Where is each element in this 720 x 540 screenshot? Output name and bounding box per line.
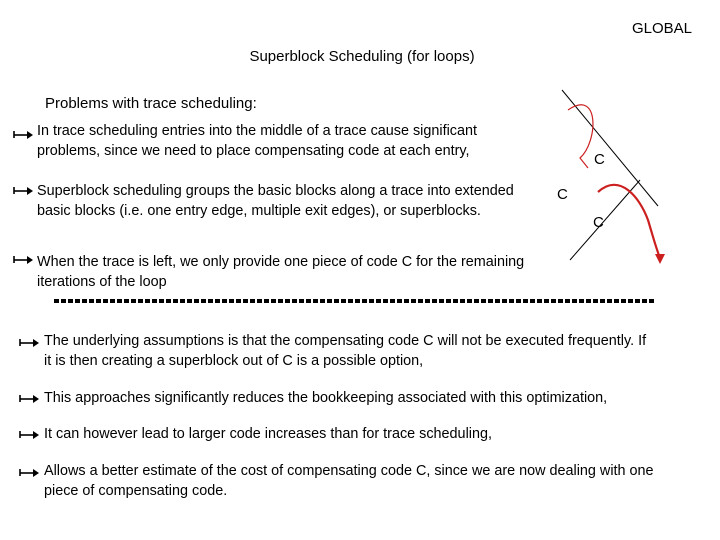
bullet-arrow-icon (12, 250, 34, 264)
bullet-superblock-groups: Superblock scheduling groups the basic blocks along a trace into extended basic blocks (i.e. one entry edge, multiple exit edges), or superblocks. (37, 183, 514, 220)
trace-edge-line (562, 90, 658, 206)
superblock-diagram (530, 80, 690, 270)
bullet-arrow-icon (18, 333, 40, 347)
arrowhead-icon (655, 254, 665, 264)
bullet-arrow-icon (12, 181, 34, 195)
global-tag: GLOBAL (631, 20, 692, 37)
bullet-bookkeeping: This approaches significantly reduces the bookkeeping associated with this optimization, (44, 390, 608, 406)
diagram-label-lower: C (593, 214, 604, 231)
bullet-code-increase: It can however lead to larger code increases than for trace scheduling, (44, 426, 492, 442)
bullet-arrow-icon (18, 425, 40, 439)
bullet-cost-estimate: Allows a better estimate of the cost of compensating code C, since we are now dealing with one piece of compensating code. (44, 463, 654, 500)
bullet-arrow-icon (18, 389, 40, 403)
diagram-label-upper: C (594, 151, 605, 168)
bullet-assumptions: The underlying assumptions is that the compensating code C will not be executed frequently. If it is then creating a superblock out of C is a possible option, (44, 333, 647, 370)
bullet-trace-left: When the trace is left, we only provide one piece of code C for the remaining iterations of the loop (37, 254, 525, 291)
compensation-edge (598, 185, 660, 258)
bullet-trace-entries: In trace scheduling entries into the middle of a trace cause significant problems, since we need to place compensating code at each entry, (37, 123, 477, 160)
diagram-label-left: C (557, 186, 568, 203)
section-heading: Problems with trace scheduling: (45, 95, 257, 112)
dotted-divider (54, 298, 658, 304)
bullet-arrow-icon (12, 125, 34, 139)
loop-back-edge (568, 105, 593, 168)
slide-title: Superblock Scheduling (for loops) (249, 48, 475, 65)
bullet-arrow-icon (18, 463, 40, 477)
